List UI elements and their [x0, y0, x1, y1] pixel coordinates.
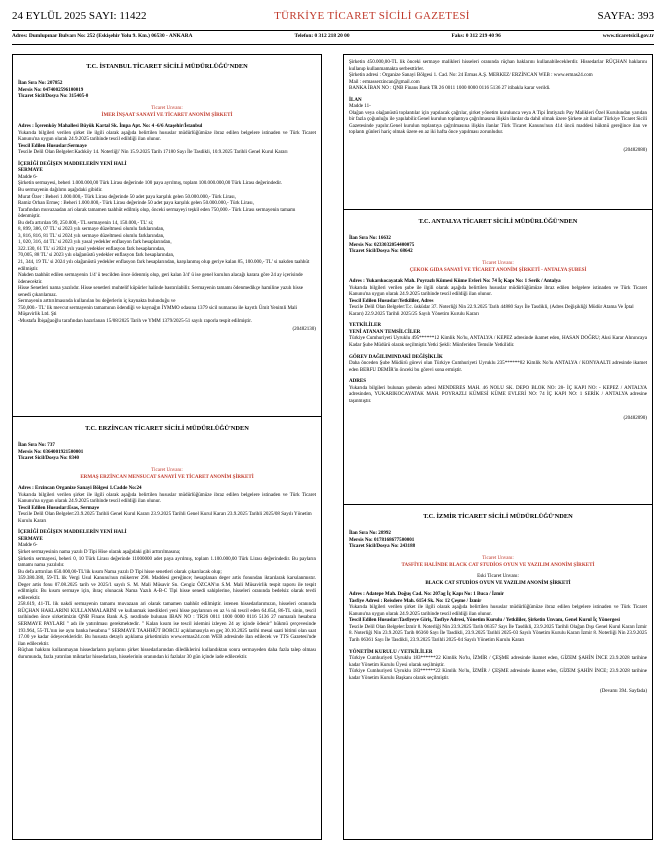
company-address: Adres : Yukarıkocayatak Mah. Poyrazlı Kümesi Küme Evleri No: 74 İç Kapı No: 1 Serik / Antalya — [349, 278, 561, 285]
contact-address: Adres: Dumlupınar Bulvarı No: 252 (Eskişehir Yolu 9. Km.) 06530 - ANKARA — [12, 33, 193, 39]
ilan-no: İlan Sıra No: 16632 — [349, 235, 391, 242]
unvan-label: Ticaret Unvanı: — [482, 259, 514, 266]
supporting-documents: Tescile Delil Olan Belgeler:T.c. üsküdar 37. Noterliği Nin 22.9.2025 Tarih 44880 Sayı İle Tasdikli, (Adres Değişikliği Müdür Atama Ve İptal Kararı) 22.9.2025 Tarihli 2025/25 Sayılı Yönetim Kurulu Kararı — [349, 304, 634, 317]
company-address: Adres : İçerenköy Mahallesi Büyük Kartal Sk. İmpa Apt. No: 4 -6/6 Ataşehir/İstanbul — [18, 123, 203, 130]
article-line: -Mustafa İbişağaoğlu tarafından hazırlanan 15/08/2025 Tarih ve YMM 1379/2025-51 sayılı raporla tespit edilmiştir. — [18, 317, 252, 324]
section-heading: İÇERİĞİ DEĞİŞEN MADDELERİN YENİ HALİ — [18, 160, 127, 167]
section-heading: YÖNETİM KURULU / YETKİLİLER — [349, 648, 433, 655]
article-line: Bu defa arttırılan 650.000,00-TL'lik kısım Nama yazılı D Tipi hisse senetleri olarak çıkarılacak olup; — [18, 568, 222, 575]
ilan-no: İlan Sıra No: 207852 — [18, 80, 63, 87]
article-lines — [18, 174, 316, 325]
article-line: Hisse Senetleri nama yazılıdır. Hisse senetleri muhtelif küpürler halinde bastırılabilir. Sermayenin tamamı ödenmedikçe hamiline yazılı hisse senedi çıkarılamaz. — [18, 285, 303, 298]
registered-matters: Tescil Edilen Hususlar:Esas, Sermaye — [18, 504, 100, 511]
contact-phone: Telefon: 0 312 218 20 00 — [294, 33, 350, 39]
article-line: 8, 899, 386, 07 TL' si 2023 yılı sermaye düzeltmesi olumlu farklarından, — [18, 226, 165, 233]
notice-office: T.C. ERZİNCAN TİCARET SİCİLİ MÜDÜRLÜĞÜ'NDEN — [85, 425, 249, 432]
supporting-documents: Tescile Delil Olan Belgeler:İzmir 8. Noterliği Nin 23.9.2025 Tarih 06357 Sayı İle Tasdikli, 23.9.2025 Tarihli Olağan Dışı Genel Kurul Kararı İzmir 8. Noterliği Nin 23.9.2025 Tarih 06360 Sayı İle Tasdikli, 23.9.2025 Tarihli 2025-03 Sayılı Yönetim Kurulu Kararı İzmir 8. Noterliği Nin 23.9.2025 Tarih 06361 Sayı İle Tasdikli, 23.9.2025 Tarihli 2025-04 Sayılı Yönetim Kurulu Kararı — [349, 623, 647, 643]
section-text: Türkiye Cumhuriyeti Uyruklu 183******22 Kimlik No'lu, İZMİR / ÇEŞME adresinde ikamet eden, GİZEM ŞAHİN İNCE 23.9.2028 tarihine kadar Yönetim Kurulu Üyesi olarak seçilmiştir. — [349, 655, 647, 668]
section-heading: İÇERİĞİ DEĞİŞEN MADDELERİN YENİ HALİ — [18, 529, 127, 536]
article-line: 359.380.380, 59-TL lik Vergi Usul Kanunu'nun mükerrer 298. Maddesi gereğince; hesaplanan deger artis fonundan iktarılarak karsılanmıstır. Deger artis fonu 07.08.2025 tarih ve 2025/1 sayılı S. M. Mali Müsavir Sn. Cengiz ÖZCAN'ın S.M. Mali Müsavirlik tespit raporu ile tespit edilmiştir. Bu kısım sermaye için, ihraç olunacak Nama Yazılı A-B-C Tipi hisse senedi sahiplerine, hisseleri oranında bedelsiz olarak tevdi edilecektir. — [18, 575, 316, 601]
mersis-no: Mersis No: 0364001921500001 — [18, 448, 84, 455]
article-line: Şirketin sermayesi, beheri 1.000.000,00 Türk Lirası değerinde 100 paya ayrılmış, toplam 100.000.000,00 Türk Lirası değerindedir. — [18, 180, 283, 187]
supporting-documents: Tescile Delil Olan Belgeler:23.9.2025 Tarihli Genel Kurul Kararı 23.9.2025 Tarihli Genel Kurul Kararı 23.9.2025 Tarihli 2025/08 Sayılı Yönetim Kurulu Kararı — [18, 511, 312, 524]
article-line: Şirketin sermayesi, beheri 0, 10 Türk Lirası değerinde 11000000 adet paya ayrılmış, toplam 1.100.000,00 Türk Lirası değerindedir. Bu payların tamamı nama yazılıdır. — [18, 555, 316, 569]
company-title: İMER İNŞAAT SANAYİ VE TİCARET ANONİM ŞİRKETİ — [101, 111, 233, 118]
article-lines — [18, 542, 316, 660]
article-line: 322.130, 61 TL' si 2024 yılı yasal yedekler enflasyon fark hesaplarından, — [18, 245, 166, 252]
section-text: Türkiye Cumhuriyeti Uyruklu 183******22 Kimlik No'lu, İZMİR / ÇEŞME adresinde ikamet eden, GİZEM ŞAHİN İNCE; 23.9.2028 tarihine kadar Yönetim Kurulu Başkanı olarak seçilmiştir. — [349, 668, 647, 681]
article-line: Tarafından muvazaadan ari olarak tamamen taahhüt edilmiş olup, önceki sermayeyi teşkil eden 750,000.- Türk Lirası sermayenin tamamı ödenmiştir. — [18, 206, 296, 220]
section-heading: GÖREV DAĞILIMINDAKİ DEĞİŞİKLİK — [349, 353, 443, 360]
article-line: Nakden taahhüt edilen sermayenin 1/4' ü tescilden önce ödenmiş olup, geri kalan 3/4' ü ise genel kurulun alacağı karara göre 24 ay içerisinde ödenecektir. — [18, 272, 303, 285]
registered-matters: Tescil Edilen Hususlar:Sermaye — [18, 142, 87, 149]
page-number: SAYFA: 393 — [597, 10, 654, 22]
ilan-article-text: Olağan veya olağanüstü toplantılar için yapılacak çağrılar, şirket yönetim kurulunca veya A Tipi İmtiyazlı Pay Malikleri Özel Kurulundan yarıdan bir fazla çoğunluğu ile yapılabilir.Genel kurulun toplantıya çağrılmasına ilişkin ilanlar da dahil olmak üzere Şirkete ait ilanlar Türkiye Ticaret Sicili Gazetesinde yapılır.Genel kurulun toplantıya çağrılmasına ilişkin ilanlar Türk Ticaret Kanunu'nun 414 üncü maddesi hükmü gereğince ilan ve toplantı günleri hariç olmak üzere en az iki hafta önce yapılması zorunludur. — [349, 109, 647, 136]
company-address: Adres : Adatepe Mah. Doğuş Cad. No: 207ag İç Kapı No: 1 Buca / İzmir — [349, 591, 504, 598]
notice-intro: Yukarıda bilgileri verilen şube ile ilgili olarak aşağıda belirtilen hususlar müdürlüğümüze ibraz edilen belgelere istinaden ve Türk Ticaret Kanunu'na uygun olarak 24.9.2025 tarihinde tescil edildiği ilan olunur. — [349, 284, 647, 298]
article-line: BANKA İBAN NO : QNB Finans Bank TR 26 0011 1000 0000 0116 5136 27 itibakla karar verildi. — [349, 85, 551, 92]
gazette-header — [12, 10, 654, 26]
issue-number: 24 EYLÜL 2025 SAYI: 11422 — [12, 10, 147, 22]
article-line: Madde 6- — [18, 542, 38, 549]
article-line: 258.619, 41-TL lik nakdi sermayenin tamamı muvazaan ari olarak tamamen taahhüt edilmiştir. istenen hissedarlarımızın, hisseleri oranında RÜÇHAN HAKLARINI KULLANMALARINI ve kullanmak istedikleri yeni hisse paylarının en az ¼ nü tescil eden 64.654, 86-TL sinin, tescil tarihinden önce sirketimizin QNB Finans Bank A.Ş. nezdinde bulunan IBAN NO : TR26 0011 1000 0000 0116 5136 27 numaralı hesabına SERMAYE PAYLARI " adı ile yatırılması gerekmektedir. " Kalan kısım ise tescil islemini izleyen 24 ay içinde ödenir" hükmü çerçevesinde 193.964, 55-TL'nın ise aynı banka hesabına " SERMAYE TAAHHÜT BORCU açıklamasıyla en geç 30.10.2025 tarihi mesai saati bitimi olan saat 17.00 ye kadar ödeyecekleridir. Bu hususta detaylı açıklama şirketimizin www.ermas24.com WEB adresinde ilan edilecek ve TTS Gazetesi'nde ilan edilecektir. — [18, 601, 316, 647]
header-rule-bottom — [12, 44, 654, 45]
article-line: Ramiz Orhan Ermeç : Beheri 1.000.000,- Türk Lirası değerinde 50 adet paya karşılık gelen 50.000.000,- Türk Lirası, — [18, 200, 254, 207]
supporting-documents: Tescile Delil Olan Belgeler:Kadıköy 14. Noterliği' Nin 15.9.2025 Tarih 17180 Sayı İle Tasdikli, 10.9.2025 Tarihli Genel Kurul Kararı — [18, 149, 288, 156]
notice-office: T.C. ANTALYA TİCARET SİCİLİ MÜDÜRLÜĞÜ'NDEN — [418, 218, 578, 225]
article-line: 70,005, 88 TL' si 2023 yılı olağanüstü yedekler enflasyon fark hesaplarından, — [18, 252, 175, 259]
company-title: TASFİYE HALİNDE BLACK CAT STUDİOS OYUN VE YAZILIM ANONİM ŞİRKETİ — [401, 561, 595, 568]
unvan-label: Ticaret Unvanı: — [482, 554, 514, 561]
right-column — [343, 54, 653, 840]
section-heading: ADRES — [349, 378, 367, 385]
sicil-no: Ticaret Sicil/Dosya No: 243188 — [349, 543, 416, 550]
ilan-no: İlan Sıra No: 737 — [18, 442, 55, 449]
contact-fax: Faks: 0 312 219 40 96 — [451, 33, 501, 39]
section-text: Daha önceden Şube Müdürü görevi olan Türkiye Cumhuriyeti Uyruklu 235******82 Kimlik No'lu ANTALYA / KONYAALTI adresinde ikamet eden BERFU DEMİR'in önceki bu görevi sona ermiştir. — [349, 360, 647, 373]
section-subheading: SERMAYE — [18, 535, 43, 542]
company-address: Adres : Erzincan Organize Sanayi Bölgesi 1.Cadde No:24 — [18, 485, 142, 492]
ilan-article-sub: Madde 11- — [349, 103, 371, 110]
notice-antalya — [343, 210, 653, 505]
mersis-no: Mersis No: 0233032054400075 — [349, 241, 415, 248]
mersis-no: Mersis No: 0474002596100019 — [18, 86, 84, 93]
liquidation-address: Tasfiye Adresi : Reisdere Mah. 6154 Sk. No: 12 Çeşme / İzmir — [349, 597, 482, 604]
continued-lines — [349, 59, 647, 92]
article-line: 1, 020, 316, 44 TL' si 2023 yılı yasal yedekler enflasyon fark hesaplarından, — [18, 239, 172, 246]
notice-istanbul — [12, 54, 322, 417]
article-line: Şirketin adresi : Organize Sanayi Bölgesi 1. Cad. No: 24 Ermas A.Ş. MERKEZ/ ERZİNCAN WEB : www.ermas24.com — [349, 72, 593, 79]
notice-office: T.C. İSTANBUL TİCARET SİCİLİ MÜDÜRLÜĞÜ'NDEN — [86, 63, 248, 70]
article-line: Sermayenin arttırılmasında kullanılan bu değerlerin iç kaynakta bulunduğu ve — [18, 298, 176, 305]
unvan-label: Ticaret Unvanı: — [151, 466, 183, 473]
section-text: Türkiye Cumhuriyeti Uyruklu 495******12 Kimlik No'lu, ANTALYA / KEPEZ adresinde ikamet eden, HASAN DOĞRU; Aksi Karar Alınıncaya Kadar Şube Müdürü olarak seçilmiştir.Yetki Şekli: Münferiden Temsile Yetkilidir. — [349, 335, 647, 348]
notice-izmir — [343, 505, 653, 840]
sicil-no: Ticaret Sicil/Dosya No: 8340 — [18, 455, 80, 462]
left-column — [12, 54, 322, 840]
article-line: Şirket sermayesinin nama yazılı D Tipi Hise olarak aşağıdaki gibi arttırılmasına; — [18, 548, 181, 555]
ilan-article-title: İLAN — [349, 96, 362, 103]
contact-bar — [12, 33, 654, 39]
article-line: 21, 344, 19 TL' si 2024 yılı olağanüstü yedekler enflasyon fark hesaplarından, karşılanmış olup geriye kalan 85, 100.000,- TL' si nakden taahhüt edilmiştir. — [18, 259, 310, 272]
continued-note: (Devamı 394. Sayfada) — [600, 688, 647, 695]
section-subheading: SERMAYE — [18, 167, 43, 174]
article-line: Bu sermayenin dağılımı aşağıdaki gibidir. — [18, 186, 103, 193]
notice-reference: (20482090) — [623, 415, 647, 422]
article-line: Madde 6- — [18, 173, 38, 180]
section-subheading: YENİ ATANAN TEMSİLCİLER — [349, 328, 421, 335]
article-line: 3, 816, 816, 81 TL' si 2024 yılı sermaye düzeltmesi olumlu farklarından, — [18, 232, 165, 239]
contact-web: www.ticaretsicil.gov.tr — [602, 33, 654, 39]
article-line: Murat Özer : Beheri 1.000.000,- Türk Lirası değerinde 50 adet paya karşılık gelen 50.000.000,- Türk Lirası, — [18, 193, 236, 200]
article-line: 750,000.- TL' lik mevcut sermayenin tamamının ödendiği ve kaynağın İYMMO odasına 1379 sicil numarası ile kayıtlı Ümit Yenimli Mali Müşavirlik Ltd. Şti — [18, 304, 298, 318]
section-heading: YETKİLİLER — [349, 322, 381, 329]
article-line: Rüçhan hakkını kullanmayan hissedarların paylarını şirket hissedarlarından dilediklerini kullandıktan sonra sermayeden daha fazla talep olması durumunda, fazla yatırılan miktarlar hissedarlara, hisselerinin oranından ki fazlalar 30 gün içinde iade edilecektir. — [18, 647, 316, 660]
article-line: Şirketin 450.000,00-TL lik önceki sermaye malikleri hisseleri oranında rüçhan haklarını kullanabileceklerdir. Hissedarlar RÜÇHAN haklarını kullanıp kullanmamakta serbesttirler. — [349, 59, 647, 72]
article-line: Bu defa artırılan 99, 250.000,- TL sermayenin 14, 150.000,- TL' si; — [18, 219, 154, 226]
registered-matters: Tescil Edilen Hususlar:Tasfiyeye Giriş, Tasfiye Adresi, Yönetim Kurulu / Yetkililer, Şirketin Unvanı, Genel Kurul İç Yönergesi — [349, 617, 620, 624]
notice-reference: (20482080) — [623, 147, 647, 154]
notice-reference: (20482130) — [292, 326, 316, 333]
notice-erzincan-continued — [343, 54, 653, 210]
notice-office: T.C. İZMİR TİCARET SİCİLİ MÜDÜRLÜĞÜ'NDEN — [423, 513, 573, 520]
unvan-label: Ticaret Unvanı: — [151, 104, 183, 111]
sicil-no: Ticaret Sicil/Dosya No: 315405-0 — [18, 93, 89, 100]
registered-matters: Tescil Edilen Hususlar:Yetkililer, Adres — [349, 297, 434, 304]
sicil-no: Ticaret Sicil/Dosya No: 68642 — [349, 248, 413, 255]
old-unvan-label: Eski Ticaret Unvanı: — [477, 573, 519, 580]
header-rule-top — [12, 30, 654, 31]
notice-intro: Yukarıda bilgileri verilen şirket ile ilgili olarak aşağıda belirtilen hususlar müdürlüğümüze ibraz edilen belgelere istinaden ve Türk Ticaret Kanunu'na uygun olarak 24.9.2025 tarihinde tescil edildiği ilan olunur. — [349, 604, 647, 617]
company-title: ÇEKOK GIDA SANAYİ VE TİCARET ANONİM ŞİRKETİ - ANTALYA ŞUBESİ — [409, 266, 587, 273]
company-title: ERMAŞ ERZİNCAN MENSUCAT SANAYİ VE TİCARET ANONİM ŞİRKETİ — [80, 473, 254, 480]
notice-intro: Yukarıda bilgileri verilen şirket ile ilgili olarak aşağıda belirtilen hususlar müdürlüğümüze ibraz edilen belgelere istinaden ve Türk Ticaret Kanunu'na uygun olarak 24.9.2025 tarihinde tescil edildiği ilan olunur. — [18, 129, 316, 143]
mersis-no: Mersis No: 0178168677500001 — [349, 536, 415, 543]
section-text: Yukarıda bilgileri bulunan şubenin adresi MENDERES MAH. 46 NOLU SK. DEPO BLOK NO: 28- İÇ KAPI NO: - KEPEZ / ANTALYA adresinden, YUKARIKOCAYATAK MAH. POYRAZLI KÜMESİ KÜME EVLERİ NO: 74 İÇ KAPI NO: 1 SERİK / ANTALYA adresine taşınmıştır. — [349, 384, 647, 404]
notice-erzincan — [12, 417, 322, 840]
gazette-title: TÜRKİYE TİCARET SİCİLİ GAZETESİ — [274, 10, 470, 22]
old-company-title: BLACK CAT STUDİOS OYUN VE YAZILIM ANONİM ŞİRKETİ — [425, 579, 571, 586]
ilan-no: İlan Sıra No: 28992 — [349, 530, 391, 537]
notice-intro: Yukarıda bilgileri verilen şirket ile ilgili olarak aşağıda belirtilen hususlar müdürlüğümüze ibraz edilen belgelere istinaden ve Türk Ticaret Kanunu'na uygun olarak 24.9.2025 tarihinde tescil edildiği ilan olunur. — [18, 491, 316, 505]
article-line: Mail : ermasserzincan@gmail.com — [349, 78, 420, 85]
